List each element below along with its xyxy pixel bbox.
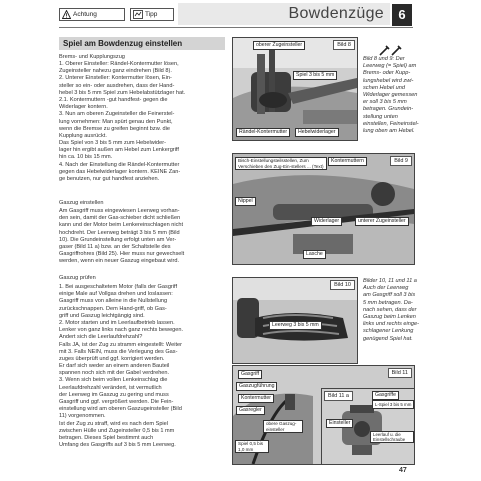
page-number: 47 bbox=[399, 467, 407, 474]
bild-9-illustration bbox=[233, 154, 414, 264]
throttle-adjust-subhead: Gaszug einstellen bbox=[59, 200, 104, 206]
bild-9-label: Bild 9 bbox=[390, 156, 412, 166]
label-einsteller: Einsteller bbox=[326, 419, 353, 428]
label-leerweg-3-5mm: Leerweg 3 bis 5 mm bbox=[269, 321, 322, 330]
section-heading: Spiel am Bowdenzug einstellen bbox=[59, 37, 225, 50]
photo-bild-10 bbox=[232, 277, 358, 364]
label-spiel-3-5mm: Spiel 3 bis 5 mm bbox=[293, 71, 337, 80]
tip-icon bbox=[133, 10, 143, 19]
caption-bild-10-11: Bilder 10, 11 und 11 a Auch der Leerweg am Gasgriff soll 3 bis 5 mm betragen. Da- nach sehen, dass der Gaszug beim Lenken links und rechts einge- schlagener Lenkung genügend Spiel hat. bbox=[363, 278, 419, 342]
label-gasgriff: Gasgriff bbox=[238, 370, 262, 379]
brake-clutch-text: 1. Oberer Einsteller: Rändel-Kontermutter lösen, Zugeinsteller nahezu ganz eindrehen (Bild 8). 2. Unterer Einsteller: Kontermutter lösen, Ein- steller so ein- oder ausdrehen, dass der Hand- hebel 3 bis 5 mm Spiel zum Hebelabstützlager hat. 2.1. Kontermuttern -gut handfest- gegen die Widerlager kontern. 3. Nun am oberen Zugeinsteller die Feinerstel- lung vornehmen: Man spürt genau den Punkt, wenn die Bremse zu greifen beginnt bzw. die Kupplung ausrückt. Das Spiel von 3 bis 5 mm zum Hebelwider- lager hin ergibt außen am Hebel zum Lenkergriff hin ca. 10 bis 15 mm. 4. Nach der Einstellung die Rändel-Kontermutter gegen das Hebelwiderlager kontern. KEINE Zan- ge benutzen, nur gut handfest anziehen. bbox=[59, 61, 186, 182]
label-kontermutter: Kontermutter bbox=[238, 394, 274, 403]
label-einstellungsteil-note: Bisch-Einstellungsteilsstellen, Zum Verschieben den Zug-Ein-stellers ... (Text) bbox=[235, 157, 327, 170]
label-gasregler: Gasregler bbox=[236, 406, 265, 415]
label-oberer-zugeinsteller: oberer Zugeinsteller bbox=[253, 41, 305, 50]
label-leerlauf-einstellschraube: Leerlauf u. die Einstellschraube bbox=[370, 431, 414, 443]
tools-icon bbox=[378, 44, 404, 56]
chapter-number: 6 bbox=[392, 4, 412, 26]
label-hebelwiderlager: Hebelwiderlager bbox=[295, 128, 339, 137]
label-nippel: Nippel bbox=[235, 197, 256, 206]
tip-legend bbox=[130, 8, 174, 21]
photo-bild-8 bbox=[232, 37, 358, 141]
header-rule bbox=[59, 27, 413, 28]
label-widerlager: Widerlager bbox=[311, 217, 342, 226]
bild-8-label: Bild 8 bbox=[333, 40, 355, 50]
label-obere-gaszugeinsteller: obere Gaszug-einsteller bbox=[263, 420, 303, 433]
throttle-check-text: 1. Bei ausgeschaltetem Motor (falls der Gasgriff einige Male auf Vollgas drehen und loslassen: Gasgriff muss von alleine in die Nullstellung zurückschnappen. Dem Hand-griff, ob Gas- griff und Gaszug leichtgängig sind. 2. Motor starten und im Leerlaufbetrieb lassen. Lenker von ganz links nach ganz rechts bewegen. Ändert sich die Leerlaufdrehzahl? Falls JA, ist der Zug zu stramm eingestellt: Weiter mit 3. Falls NEIN, muss die Verlegung des Gas- zuges überprüft und ggf. korrigiert werden. Er darf sich weder an einem anderen Bauteil spannen noch sich mit der Gabel verdrehen. 3. Wenn sich beim vollen Lenkeinschlag die Leerlaufdrehzahl verändert, ist vermutlich der Leerweg im Gaszug zu gering und muss Gasgriff und ggf. vergrößert werden. Die Fein- einstellung wird am oberen Gaszugeinsteller (Bild 11) vorgenommen. Ist der Zug zu straff, wird es nach dem Spiel zwischen Hülle und Zugeinsteller 0,5 bis 1 mm betragen. Dieses Spiel bestimmt auch Umfang des Gasgriffs auf 3 bis 5 mm Leerweg. bbox=[59, 284, 184, 449]
bild-8-illustration bbox=[233, 38, 357, 140]
label-gaszugfuehrung: Gaszugführung bbox=[236, 382, 277, 391]
label-l-spiel-3-5mm: L-Spiel 3 bis 5 mm bbox=[372, 400, 414, 409]
throttle-adjust-text: Am Gasgriff muss eingewiesen Leerweg vorhan- den sein, damit der Gas-schieber dicht schließen kann und der Motor beim Lenkereinschlagen nicht hochdreht. Der Leerweg beträgt 3 bis 5 mm (Bild 10). Die Grundeinstellung erfolgt unten am Ver- gaser (Bild 11 a) bzw. an der Schaltstelle des Gasgriffrohres (Bild 25). Hier muss nur gewechselt werden, wenn ein neuer Gaszug eingebaut wird. bbox=[59, 208, 185, 265]
throttle-check-subhead: Gaszug prüfen bbox=[59, 275, 96, 281]
label-kontermuttern: Kontermuttern bbox=[328, 157, 367, 166]
brake-clutch-subhead: Brems- und Kupplungszug bbox=[59, 54, 125, 60]
label-gasgriffe: Gasgriffe bbox=[372, 391, 399, 400]
warning-icon bbox=[62, 10, 71, 19]
inset-bild-11a bbox=[321, 388, 415, 465]
chapter-title-bar bbox=[178, 3, 390, 25]
tip-label: Tipp bbox=[145, 11, 158, 18]
label-unterer-zugeinsteller: unterer Zugeinsteller bbox=[355, 217, 409, 226]
chapter-title: Bowdenzüge bbox=[288, 5, 384, 22]
warning-legend bbox=[59, 8, 125, 21]
label-raendel-kontermutter: Rändel-Kontermutter bbox=[236, 128, 290, 137]
photo-bild-9 bbox=[232, 153, 415, 265]
bild-10-label: Bild 10 bbox=[330, 280, 355, 290]
label-spiel-05-10mm: Spiel 0,5 bis 1,0 mm bbox=[235, 440, 269, 453]
bild-11-label: Bild 11 bbox=[388, 368, 412, 378]
photo-bild-11 bbox=[232, 365, 415, 465]
warning-label: Achtung bbox=[73, 11, 97, 18]
label-lasche: Lasche bbox=[303, 250, 326, 259]
caption-bild-8-9: Bild 8 und 9: Der Leerweg (= Spiel) am Brems- oder Kupp- lungshebel wird zwi- schen Hebel und Widerlager gemessen er soll 3 bis 5 mm betragen. Grundein- stellung unten einstellen, Feineinstel- lung oben am Hebel. bbox=[363, 56, 419, 134]
bild-11a-label: Bild 11 a bbox=[324, 391, 353, 401]
